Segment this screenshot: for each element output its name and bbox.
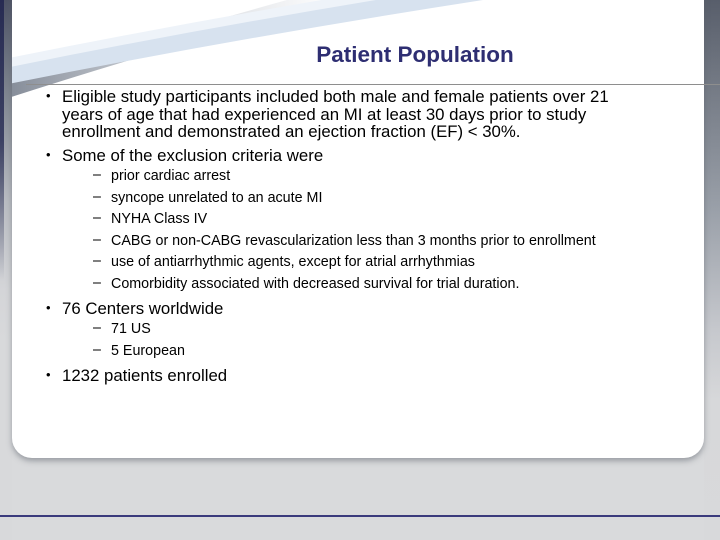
bullet-dot-icon: • bbox=[46, 299, 51, 315]
sub-bullet-item bbox=[93, 211, 700, 228]
bullet-text: 76 Centers worldwide bbox=[62, 298, 224, 318]
sub-bullet-text: use of antiarrhythmic agents, except for atrial arrhythmias bbox=[111, 254, 475, 270]
bullet-item bbox=[45, 147, 700, 293]
left-navy-accent-bar bbox=[0, 0, 4, 300]
dash-icon: – bbox=[93, 167, 101, 183]
sub-bullet-text: 71 US bbox=[111, 321, 151, 337]
bullet-dot-icon: • bbox=[46, 146, 51, 162]
slide-body bbox=[45, 88, 700, 390]
dash-icon: – bbox=[93, 320, 101, 336]
sub-bullet-text: syncope unrelated to an acute MI bbox=[111, 189, 323, 206]
bullet-dot-icon: • bbox=[46, 88, 51, 103]
sub-bullet-text: Comorbidity associated with decreased survival for trial duration. bbox=[111, 275, 520, 292]
sub-bullet-item bbox=[93, 343, 700, 360]
dash-icon: – bbox=[93, 274, 101, 291]
dash-icon: – bbox=[93, 341, 101, 358]
dash-icon: – bbox=[93, 188, 101, 205]
dash-icon: – bbox=[93, 210, 101, 226]
sub-bullet-item bbox=[93, 190, 700, 207]
bullet-item bbox=[45, 88, 700, 141]
bottom-accent-line bbox=[0, 515, 720, 517]
sub-bullet-text: prior cardiac arrest bbox=[111, 168, 231, 184]
sub-bullet-text: 5 European bbox=[111, 342, 185, 359]
title-underline-rule bbox=[26, 84, 720, 85]
sub-bullet-item bbox=[93, 233, 700, 250]
bullet-item bbox=[45, 367, 700, 385]
sub-bullet-list bbox=[93, 168, 700, 293]
bullet-text: 1232 patients enrolled bbox=[62, 365, 228, 385]
sub-bullet-item bbox=[93, 168, 700, 185]
bullet-dot-icon: • bbox=[46, 366, 51, 382]
sub-bullet-text: CABG or non-CABG revascularization less than 3 months prior to enrollment bbox=[111, 232, 596, 249]
bullet-text: Some of the exclusion criteria were bbox=[62, 145, 324, 165]
sub-bullet-text: NYHA Class IV bbox=[111, 211, 208, 227]
background-gradient-right bbox=[704, 0, 720, 540]
dash-icon: – bbox=[93, 253, 101, 269]
sub-bullet-item bbox=[93, 254, 700, 271]
bullet-text: Eligible study participants included both male and female patients over 21 years of age that had experienced an MI at least 30 days prior to study enrollment and demonstrated an ejection fraction (EF) < 30%. bbox=[62, 87, 609, 141]
sub-bullet-item bbox=[93, 276, 700, 293]
bullet-list bbox=[45, 88, 700, 384]
sub-bullet-list bbox=[93, 321, 700, 360]
sub-bullet-item bbox=[93, 321, 700, 338]
bullet-item bbox=[45, 300, 700, 360]
slide-title: Patient Population bbox=[316, 42, 514, 67]
dash-icon: – bbox=[93, 231, 101, 248]
